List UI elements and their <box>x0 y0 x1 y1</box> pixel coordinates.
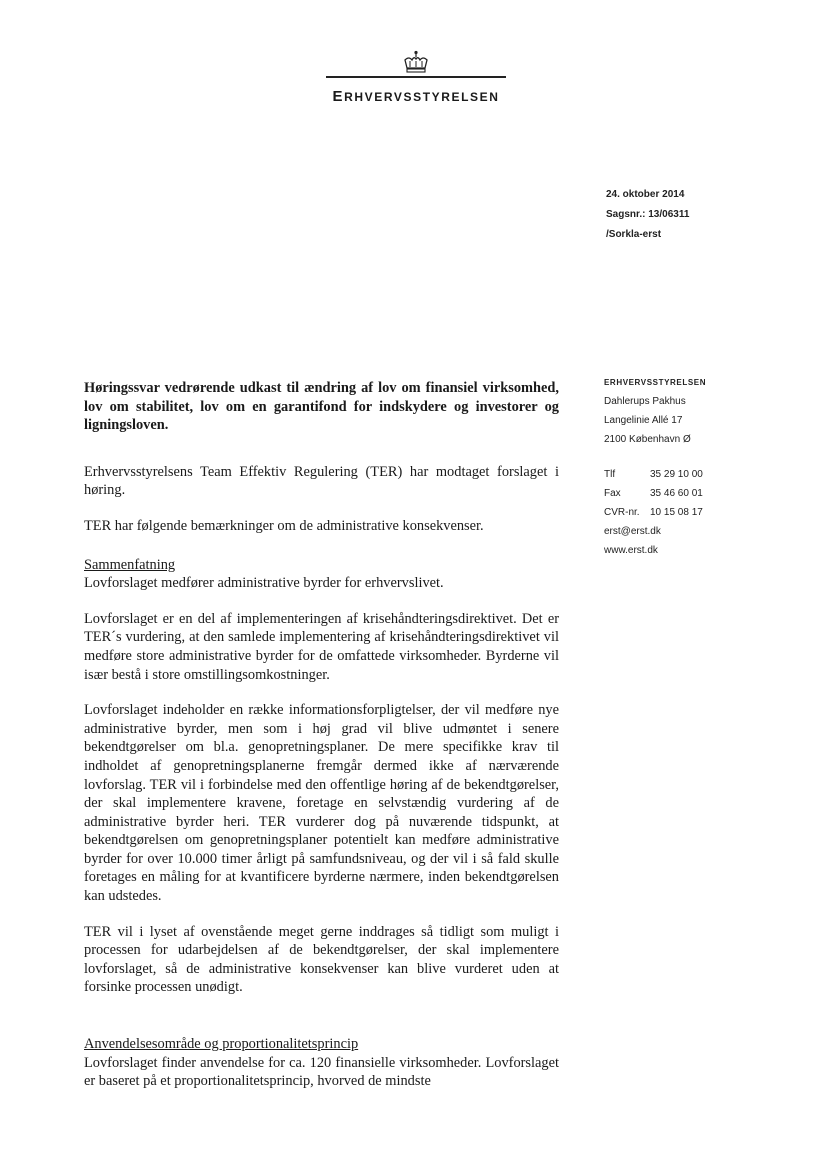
sender-address-line: 2100 København Ø <box>604 434 691 445</box>
section-heading-scope: Anvendelsesområde og proportionalitetsprincip <box>84 1036 359 1053</box>
case-number: Sagsnr.: 13/06311 <box>606 209 690 220</box>
letterhead-logo <box>326 50 506 105</box>
letter-body <box>84 379 559 1091</box>
email-link[interactable]: erst@erst.dk <box>604 526 661 537</box>
paragraph: Erhvervsstyrelsens Team Effektiv Regulering (TER) har modtaget forslaget i høring. <box>84 463 559 499</box>
section-heading-summary: Sammenfatning <box>84 556 176 573</box>
website-link[interactable]: www.erst.dk <box>604 545 658 556</box>
phone-row: Tlf 35 29 10 00 <box>604 469 703 480</box>
letter-meta <box>606 185 689 245</box>
paragraph: TER vil i lyset af ovenstående meget gerne inddrages så tidligt som muligt i processen for udarbejdelsen af de bekendtgørelser, der skal implementere lovforslaget, så de administrative konsekvenser kan blive vurderet uden at forsinke processen unødigt. <box>84 923 559 996</box>
cvr-row: CVR-nr. 10 15 08 17 <box>604 507 703 518</box>
document-title: Høringssvar vedrørende udkast til ændring af lov om finansiel virksomhed, lov om stabilitet, lov om en garantifond for indskydere og investorer og ligningsloven. <box>84 380 559 434</box>
sender-block <box>604 373 706 560</box>
reference: /Sorkla-erst <box>606 229 662 240</box>
sender-address-line: Langelinie Allé 17 <box>604 415 683 426</box>
letter-date: 24. oktober 2014 <box>606 189 685 200</box>
paragraph: Lovforslaget indeholder en række informationsforpligtelser, der vil medføre nye administrative byrder, men som i høj grad vil blive udmøntet i senere bekendtgørelser om bl.a. genopretningsplaner. De mere specifikke krav til indholdet af genopretningsplanerne fremgår dermed ikke af nærværende lovforslag. TER vil i forbindelse med den offentlige høring af de bekendtgørelser, der skal implementere kravene, foretage en selvstændig vurdering af de administrative byrder heri. TER vurderer dog på nuværende tidspunkt, at bekendtgørelsen om genopretningsplaner potentielt kan medføre administrative byrder for over 10.000 timer årligt på samfundsniveau, og der vil i så fald skulle foretages en måling for at kvantificere byrderne nærmere, inden bekendtgørelsen kan udstedes. <box>84 702 559 905</box>
crown-icon <box>401 50 431 74</box>
fax-row: Fax 35 46 60 01 <box>604 488 703 499</box>
letterhead-org-name: ERHVERVSSTYRELSEN <box>332 88 500 105</box>
paragraph: Lovforslaget finder anvendelse for ca. 120 finansielle virksomheder. Lovforslaget er baseret på et proportionalitetsprincip, hvorved de mindste <box>84 1054 559 1090</box>
letterhead-rule <box>326 76 506 78</box>
sender-org: ERHVERVSSTYRELSEN <box>604 378 707 387</box>
paragraph: Lovforslaget er en del af implementeringen af krisehåndteringsdirektivet. Det er TER´s vurdering, at den samlede implementering af krisehåndteringsdirektivet vil medføre store administrative byrder for de omfattede virksomheder. Byrderne vil især bestå i store omstillingsomkostninger. <box>84 610 559 683</box>
paragraph: TER har følgende bemærkninger om de administrative konsekvenser. <box>84 517 484 534</box>
paragraph: Lovforslaget medfører administrative byrder for erhvervslivet. <box>84 575 444 592</box>
sender-address-line: Dahlerups Pakhus <box>604 396 686 407</box>
